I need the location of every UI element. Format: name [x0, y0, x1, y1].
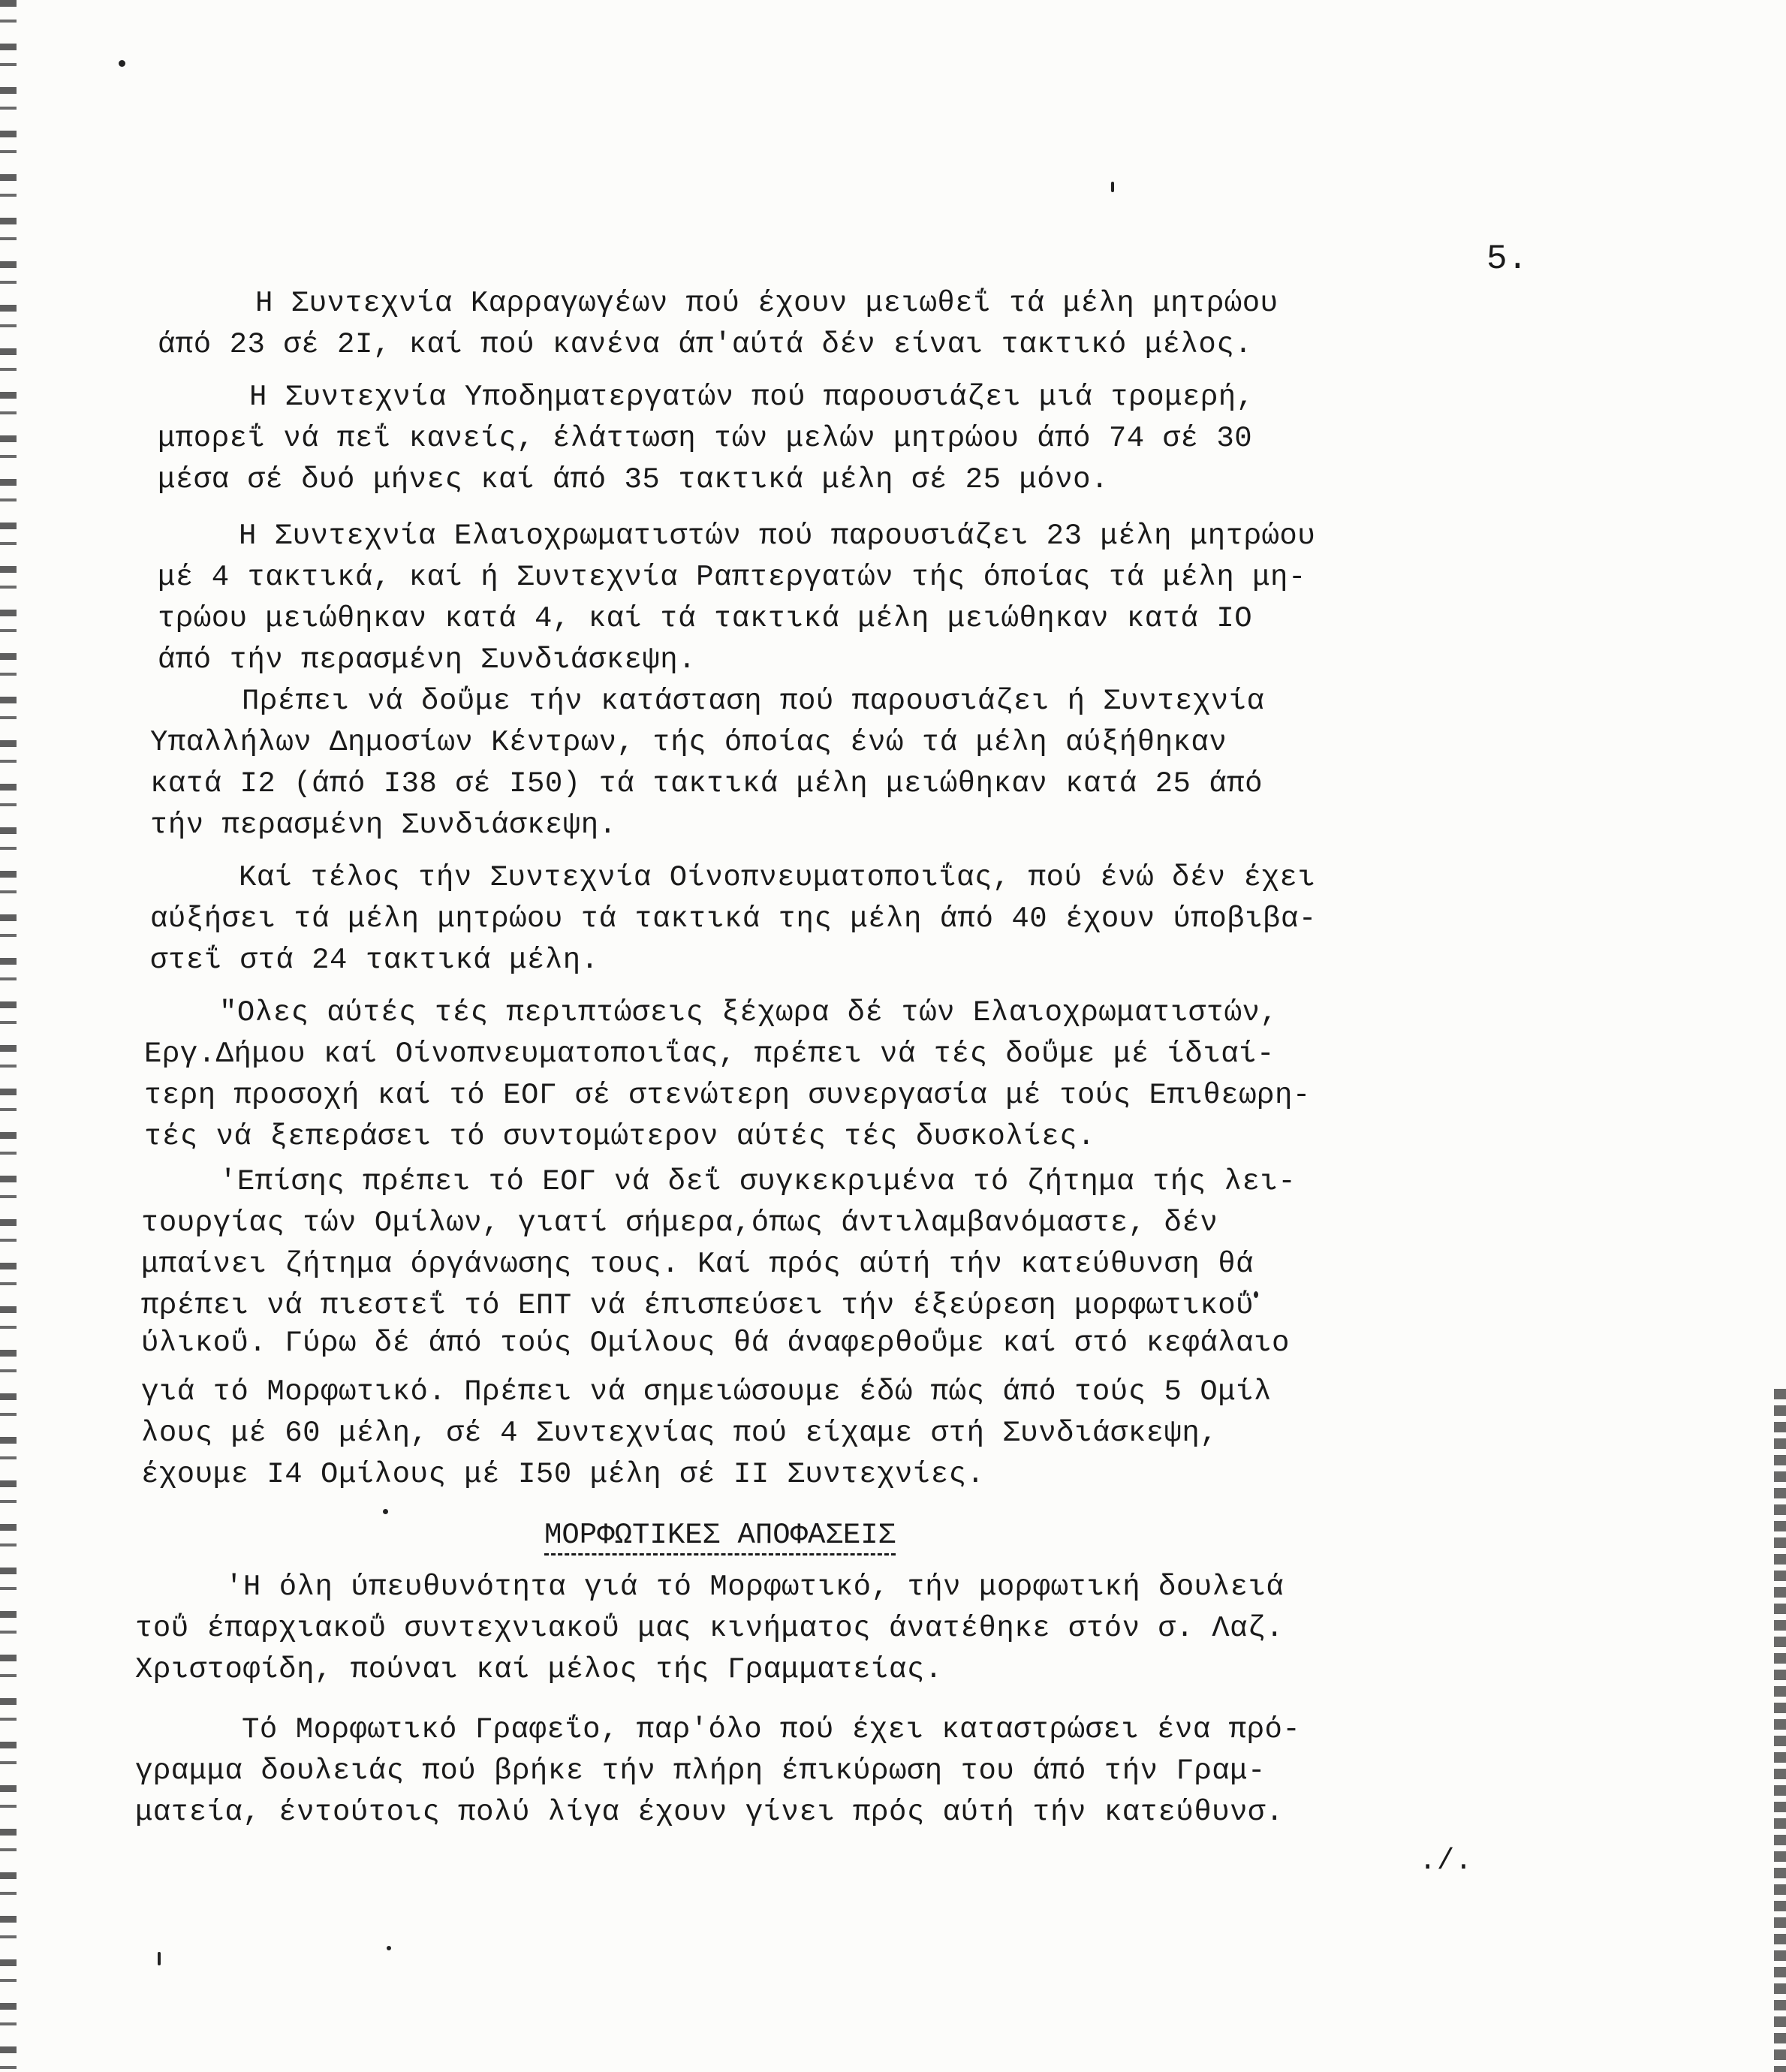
- text-line: τοΰ έπαρχιακοΰ συντεχνιακοΰ μας κινήματος άνατέθηκε στόν σ. Λαζ.: [135, 1612, 1284, 1645]
- text-line: λους μέ 60 μέλη, σέ 4 Συντεχνίας πού είχαμε στή Συνδιάσκεψη,: [141, 1417, 1218, 1450]
- text-line: μπορεΐ νά πεΐ κανείς, έλάττωση τών μελών μητρώου άπό 74 σέ 30: [158, 422, 1253, 455]
- text-line: άπό 23 σέ 2Ι, καί πού κανένα άπ'αύτά δέν είναι τακτικό μέλος.: [158, 328, 1253, 361]
- scan-edge-left: [0, 0, 17, 2072]
- text-line: γιά τό Μορφωτικό. Πρέπει νά σημειώσουμε έδώ πώς άπό τούς 5 Ομίλ: [141, 1375, 1272, 1408]
- text-line: τρώου μειώθηκαν κατά 4, καί τά τακτικά μέλη μειώθηκαν κατά ΙΟ: [158, 602, 1253, 635]
- text-line: αύξήσει τά μέλη μητρώου τά τακτικά της μέλη άπό 40 έχουν ύποβιβα-: [150, 902, 1317, 935]
- text-line: ύλικοΰ. Γύρω δέ άπό τούς Ομίλους θά άναφερθοΰμε καί στό κεφάλαιο: [141, 1327, 1290, 1360]
- text-line: άπό τήν περασμένη Συνδιάσκεψη.: [158, 643, 697, 676]
- text-line: γραμμα δουλειάς πού βρήκε τήν πλήρη έπικύρωση του άπό τήν Γραμ-: [135, 1754, 1266, 1787]
- text-line: μέσα σέ δυό μήνες καί άπό 35 τακτικά μέλη σέ 25 μόνο.: [158, 463, 1109, 496]
- text-line: Καί τέλος τήν Συντεχνία Οίνοπνευματοποιΐας, πού ένώ δέν έχει: [239, 861, 1316, 894]
- ink-speck: [119, 60, 125, 67]
- text-line: τήν περασμένη Συνδιάσκεψη.: [150, 809, 617, 842]
- text-line: μπαίνει ζήτημα όργάνωσης τους. Καί πρός αύτή τήν κατεύθυνση θά: [141, 1248, 1254, 1281]
- scan-edge-right: [1774, 1389, 1786, 2072]
- text-line: μέ 4 τακτικά, καί ή Συντεχνία Ραπτεργατών τής όποίας τά μέλη μη-: [158, 561, 1306, 594]
- ink-speck: [158, 1952, 161, 1965]
- text-line: Χριστοφίδη, πούναι καί μέλος τής Γραμματείας.: [135, 1653, 943, 1686]
- text-line: Η Συντεχνία Υποδηματεργατών πού παρουσιάζει μιά τρομερή,: [249, 381, 1254, 414]
- text-line: 'Επίσης πρέπει τό ΕΟΓ νά δεΐ συγκεκριμένα τό ζήτημα τής λει-: [219, 1165, 1297, 1198]
- text-line: Η Συντεχνία Ελαιοχρωματιστών πού παρουσιάζει 23 μέλη μητρώου: [239, 520, 1316, 553]
- text-line: Η Συντεχνία Καρραγωγέων πού έχουν μειωθεΐ τά μέλη μητρώου: [255, 287, 1279, 320]
- text-line: Εργ.Δήμου καί Οίνοπνευματοποιΐας, πρέπει νά τές δοΰμε μέ ίδιαί-: [144, 1038, 1275, 1071]
- text-line: κατά Ι2 (άπό Ι38 σέ Ι50) τά τακτικά μέλη μειώθηκαν κατά 25 άπό: [150, 767, 1263, 800]
- ink-speck: [387, 1946, 391, 1950]
- text-line: Πρέπει νά δοΰμε τήν κατάσταση πού παρουσιάζει ή Συντεχνία: [242, 685, 1265, 718]
- text-line: 'Η όλη ύπευθυνότητα γιά τό Μορφωτικό, τήν μορφωτική δουλειά: [225, 1571, 1285, 1604]
- ink-speck: [383, 1509, 388, 1514]
- text-line: Υπαλλήλων Δημοσίων Κέντρων, τής όποίας ένώ τά μέλη αύξήθηκαν: [150, 726, 1227, 759]
- page-number: 5.: [1486, 239, 1528, 279]
- text-line: τές νά ξεπεράσει τό συντομώτερον αύτές τές δυσκολίες.: [144, 1120, 1095, 1153]
- text-line: πρέπει νά πιεστεΐ τό ΕΠΤ νά έπισπεύσει τήν έξεύρεση μορφωτικοΰ: [141, 1289, 1254, 1322]
- continuation-mark: ./.: [1419, 1845, 1473, 1878]
- text-line: στεΐ στά 24 τακτικά μέλη.: [150, 944, 599, 977]
- text-line: τουργίας τών Ομίλων, γιατί σήμερα,όπως άντιλαμβανόμαστε, δέν: [141, 1206, 1218, 1239]
- ink-speck: [1254, 1291, 1258, 1298]
- text-line: τερη προσοχή καί τό ΕΟΓ σέ στενώτερη συνεργασία μέ τούς Επιθεωρη-: [144, 1079, 1311, 1112]
- section-heading: ΜΟΡΦΩΤΙΚΕΣ ΑΠΟΦΑΣΕΙΣ: [544, 1519, 896, 1552]
- text-line: έχουμε Ι4 Ομίλους μέ Ι50 μέλη σέ ΙΙ Συντεχνίες.: [141, 1458, 985, 1491]
- text-line: Τό Μορφωτικό Γραφεΐο, παρ'όλο πού έχει καταστρώσει ένα πρό-: [242, 1713, 1301, 1746]
- text-line: ματεία, έντούτοις πολύ λίγα έχουν γίνει πρός αύτή τήν κατεύθυνσ.: [135, 1796, 1284, 1829]
- ink-speck: [1111, 182, 1114, 192]
- text-line: "Ολες αύτές τές περιπτώσεις ξέχωρα δέ τών Ελαιοχρωματιστών,: [219, 996, 1279, 1029]
